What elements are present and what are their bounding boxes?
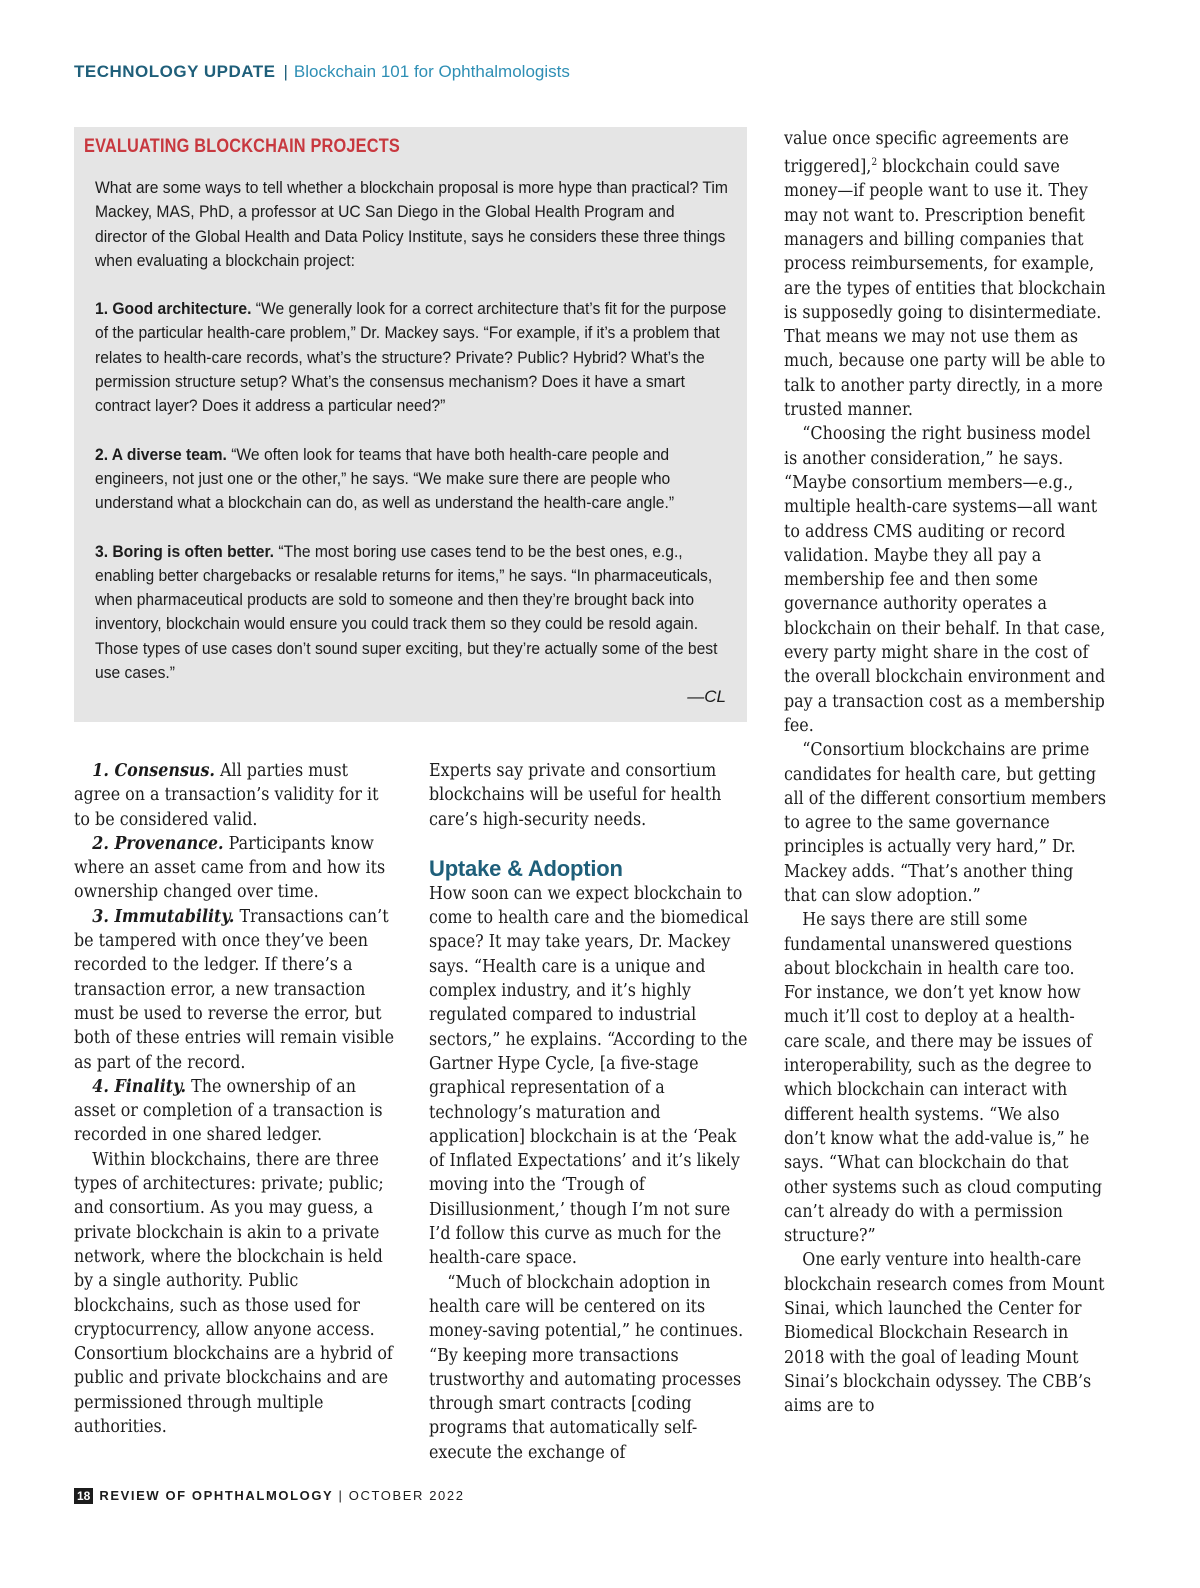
paragraph: One early venture into health-care blockchain research comes from Mount Sinai, which launched the Center for Biomedical Blockchain Research in 2018 with the goal of leading Mount Sinai’s blockchain odyssey. The CBB’s aims are to	[784, 1250, 1105, 1417]
header-separator: |	[283, 62, 288, 81]
sidebar-item-label: 2. A diverse team.	[95, 444, 227, 464]
sidebar-body	[95, 176, 735, 685]
paragraph: How soon can we expect blockchain to come to health care and the biomedical space? It may take years, Dr. Mackey says. “Health care is a unique and complex industry, and it’s highly regulated compared to industrial sectors,” he explains. “According to the Gartner Hype Cycle, [a five-stage graphical representation of a technology’s maturation and application] blockchain is at the ‘Peak of Inflated Expectations’ and it’s likely moving into the ‘Trough of Disillusionment,’ though I’m not sure I’d follow this curve as much for the health-care space.	[429, 883, 749, 1269]
paragraph: 1. Consensus. All parties must agree on a transaction’s validity for it to be considered valid.	[74, 761, 379, 830]
publication-name: REVIEW OF OPHTHALMOLOGY	[99, 1488, 334, 1503]
paragraph: “Consortium blockchains are prime candidates for health care, but getting all of the different consortium members to agree to the same governance principles is actually very hard,” Dr. Mackey adds. “That’s another thing that can slow adoption.”	[784, 740, 1107, 906]
paragraph: “Much of blockchain adoption in health care will be centered on its money-saving potential,” he continues. “By keeping more transactions trustworthy and automating processes through smart contracts [coding programs that automatically self-execute the exchange of	[429, 1272, 744, 1463]
sidebar-intro: What are some ways to tell whether a blockchain proposal is more hype than practical? Tim Mackey, MAS, PhD, a professor at UC San Diego in the Global Health Program and director of the Global Health and Data Policy Institute, says he considers these three things when evaluating a blockchain project:	[95, 178, 728, 270]
page-number: 18	[74, 1488, 93, 1504]
term-consensus: 1. Consensus.	[92, 761, 215, 781]
page-footer	[74, 1488, 465, 1504]
sidebar-item	[95, 540, 735, 686]
sidebar-item	[95, 443, 735, 516]
paragraph: 4. Finality. The ownership of an asset or completion of a transaction is recorded in one shared ledger.	[74, 1076, 383, 1146]
paragraph: He says there are still some fundamental unanswered questions about blockchain in health care too. For instance, we don’t yet know how much it’ll cost to deploy at a health-care scale, and there may be issues of interoperability, such as the degree to which blockchain can interact with different health systems. “We also don’t know what the add-value is,” he says. “What can blockchain do that other systems such as cloud computing can’t already do with a permission structure?”	[784, 910, 1103, 1247]
article-subtitle: Blockchain 101 for Ophthalmologists	[293, 62, 570, 81]
paragraph: “Choosing the right business model is another consideration,” he says. “Maybe consortium members—e.g., multiple health-care systems—all want to address CMS auditing or record validation. Maybe they all pay a membership fee and then some governance authority operates a blockchain on their behalf. In that case, every party might share in the cost of the overall blockchain environment and pay a transaction cost as a membership fee.	[784, 424, 1106, 736]
sidebar-item-text: “We generally look for a correct architecture that’s fit for the purpose of the particular health-care problem,” Dr. Mackey says. “For example, if it’s a problem that relates to health-care records, what’s the structure? Private? Public? Hybrid? What’s the permission structure setup? What’s the consensus mechanism? Does it have a smart contract layer? Does it address a particular need?”	[95, 299, 727, 416]
column-3	[784, 127, 1107, 1419]
footer-separator: |	[338, 1488, 344, 1503]
sidebar-signature: —CL	[687, 687, 726, 706]
paragraph: Within blockchains, there are three types of architectures: private; public; and consortium. As you may guess, a private blockchain is akin to a private network, where the blockchain is held by a single authority. Public blockchains, such as those used for cryptocurrency, allow anyone access. Consortium blockchains are a hybrid of public and private blockchains and are permissioned through multiple authorities.	[74, 1149, 393, 1438]
sidebar-title: EVALUATING BLOCKCHAIN PROJECTS	[84, 136, 400, 157]
column-1	[74, 759, 395, 1439]
section-label: TECHNOLOGY UPDATE	[74, 62, 276, 81]
sidebar-item-label: 1. Good architecture.	[95, 299, 252, 319]
section-heading: Uptake & Adoption	[429, 855, 623, 881]
term-provenance: 2. Provenance.	[92, 833, 224, 854]
term-immutability: 3. Immutability.	[92, 906, 235, 927]
issue-date: OCTOBER 2022	[348, 1488, 465, 1503]
sidebar-item-text: “The most boring use cases tend to be the best ones, e.g., enabling better chargebacks or resalable returns for items,” he says. “In pharmaceuticals, when pharmaceutical products are sold to someone and then they’re brought back into inventory, blockchain would ensure you could track them so they could be resold again. Those types of use cases don’t sound super exciting, but they’re actually some of the best use cases.”	[95, 541, 718, 683]
sidebar-item-label: 3. Boring is often better.	[95, 541, 275, 561]
paragraph: value once specific agreements are triggered],$^2$ blockchain could save money—if people want to use it. They may not want to. Prescription benefit managers and billing companies that process reimbursements, for example, are the types of entities that blockchain is supposedly going to disintermediate. That means we may not use them as much, because one party will be able to talk to another party directly, in a more trusted manner.	[784, 129, 1106, 421]
sidebar-item-text: “We often look for teams that have both health-care people and engineers, not just one or the other,” he says. “We make sure there are people who understand what a blockchain can do, as well as understand the health-care angle.”	[95, 444, 675, 513]
term-finality: 4. Finality.	[92, 1076, 187, 1097]
paragraph: 2. Provenance. Participants know where an asset came from and how its ownership changed over time.	[74, 833, 386, 903]
paragraph: Experts say private and consortium blockchains will be useful for health care’s high-security needs.	[429, 761, 722, 830]
paragraph: 3. Immutability. Transactions can’t be tampered with once they’ve been recorded to the ledger. If there’s a transaction error, a new transaction must be used to reverse the error, but both of these entries will remain visible as part of the record.	[74, 906, 395, 1073]
sidebar-box	[74, 127, 747, 722]
column-2	[429, 759, 749, 1465]
running-header	[74, 62, 570, 82]
sidebar-item	[95, 297, 735, 418]
footnote-ref: 2	[871, 157, 878, 169]
